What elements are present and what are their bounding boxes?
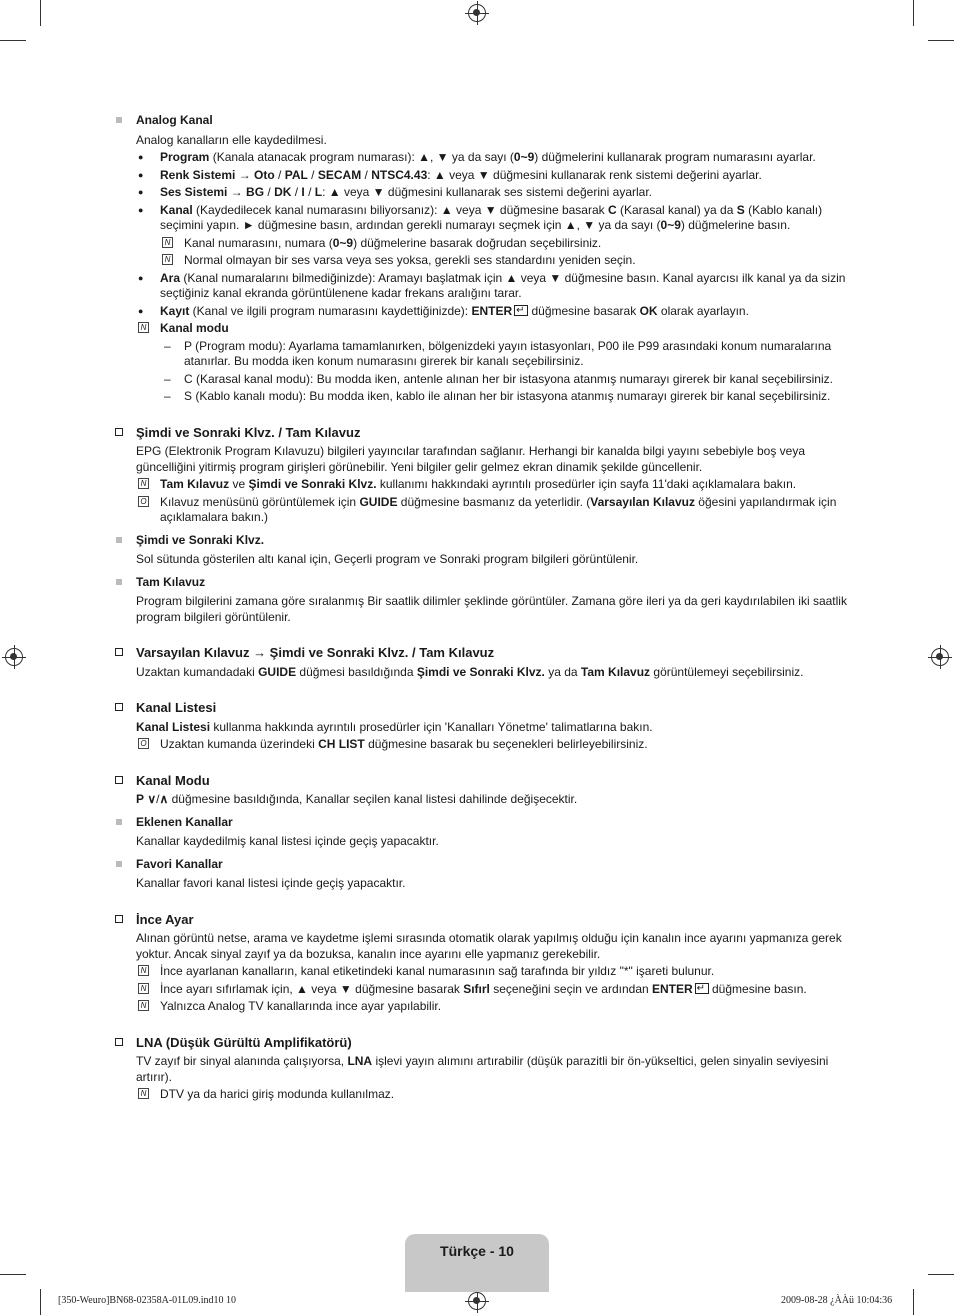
- note-icon: N: [162, 237, 173, 248]
- remote-note-icon: O: [138, 738, 149, 749]
- note-icon: N: [162, 254, 173, 265]
- note-icon: N: [138, 983, 149, 994]
- page-number-tab: [405, 1234, 549, 1292]
- bullet-item: ● Program (Kanala atanacak program numarası): ▲, ▼ ya da sayı (0~9) düğmelerini kullanarak program numarasını ayarlar.: [112, 150, 847, 166]
- crop-mark: [928, 1274, 954, 1275]
- enter-icon: [514, 305, 528, 316]
- dash-item: – S (Kablo kanalı modu): Bu modda iken, kablo ile alınan her bir istasyona atanmış numarayı girerek bir kanal seçebilirsiniz.: [112, 389, 847, 405]
- subsection-title: Favori Kanallar: [112, 857, 847, 873]
- note-item: O Kılavuz menüsünü görüntülemek için GUIDE düğmesine basmanız da yeterlidir. (Varsayılan Kılavuz öğesini yapılandırmak için açıklamalara bakın.): [112, 495, 847, 526]
- paragraph: EPG (Elektronik Program Kılavuzu) bilgileri yayıncılar tarafından sağlanır. Herhangi bir kanalda bilgi yayını sebebiyle boş veya güncelliğini yitirmiş program girişleri görünebilir. Yeni bilgiler gelir gelmez ekran dinamik şekilde güncellenir.: [136, 444, 805, 474]
- note-item: N Normal olmayan bir ses varsa veya ses yoksa, gerekli ses standardını yeniden seçin.: [112, 253, 847, 269]
- page-content: [112, 106, 847, 1103]
- remote-note-icon: O: [138, 496, 149, 507]
- section-title: Şimdi ve Sonraki Klvz. / Tam Kılavuz: [112, 425, 847, 441]
- paragraph: Analog kanalların elle kaydedilmesi.: [136, 132, 327, 147]
- section-title: Kanal Listesi: [112, 700, 847, 716]
- enter-icon: [695, 983, 709, 994]
- paragraph: Kanallar favori kanal listesi içinde geçiş yapacaktır.: [136, 876, 406, 890]
- note-item: O Uzaktan kumanda üzerindeki CH LIST düğmesine basarak bu seçenekleri belirleyebilirsiniz.: [112, 737, 847, 753]
- crop-mark: [913, 0, 914, 26]
- paragraph: Kanallar kaydedilmiş kanal listesi içinde geçiş yapacaktır.: [136, 834, 439, 848]
- crop-mark: [40, 1289, 41, 1315]
- bullet-item: ● Kanal (Kaydedilecek kanal numarasını biliyorsanız): ▲ veya ▼ düğmesine basarak C (Karasal kanal) ya da S (Kablo kanalı) seçimini yapın. ► düğmesine basın, ardından gerekli numarayı seçmek için ▲, ▼ ya da sayı (0~9) düğmelerine basın.: [112, 203, 847, 234]
- subsection-title: Eklenen Kanallar: [112, 815, 847, 831]
- note-icon: N: [138, 322, 149, 333]
- chevron-up-icon: ∧: [159, 792, 169, 806]
- chevron-down-icon: ∨: [147, 792, 157, 806]
- bullet-item: ● Renk Sistemi → Oto / PAL / SECAM / NTSC4.43: ▲ veya ▼ düğmesini kullanarak renk sistemi değerini ayarlar.: [112, 168, 847, 184]
- section-title: LNA (Düşük Gürültü Amplifikatörü): [112, 1035, 847, 1051]
- note-item: N Yalnızca Analog TV kanallarında ince ayar yapılabilir.: [112, 999, 847, 1015]
- bullet-item: ● Ses Sistemi → BG / DK / I / L: ▲ veya ▼ düğmesini kullanarak ses sistemi değerini ayarlar.: [112, 185, 847, 201]
- crop-mark: [913, 1289, 914, 1315]
- registration-mark-icon: [5, 648, 23, 666]
- bullet-item: ● Ara (Kanal numaralarını bilmediğinizde): Aramayı başlatmak için ▲ veya ▼ düğmesine basın. Kanal ayarcısı ilk kanal ya da sizin seçtiğiniz kanal ekranda görüntülenene kadar frekans aralığını tarar.: [112, 271, 847, 302]
- file-slug: [350-Weuro]BN68-02358A-01L09.ind10 10: [58, 1295, 237, 1306]
- section-title: İnce Ayar: [112, 912, 847, 928]
- paragraph: TV zayıf bir sinyal alanında çalışıyorsa, LNA işlevi yayın alımını artırabilir (düşük parazitli bir ön-yükseltici, gelen sinyalin seviyesini artırır).: [136, 1054, 829, 1084]
- date-slug: 2009-08-28 ¿ÀÀü 10:04:36: [781, 1295, 893, 1306]
- paragraph: P ∨/∧ düğmesine basıldığında, Kanallar seçilen kanal listesi dahilinde değişecektir.: [136, 792, 578, 806]
- subsection-title: Analog Kanal: [112, 113, 847, 129]
- subsection-title: Şimdi ve Sonraki Klvz.: [112, 533, 847, 549]
- paragraph: Alınan görüntü netse, arama ve kaydetme işlemi sırasında otomatik olarak yapılmış olduğu için kanalın ince ayarını yapmanıza gerek yoktur. Ancak sinyal zayıf ya da bozuksa, kanalın ince ayarını elle yapmanız gerekebilir.: [136, 931, 842, 961]
- paragraph: Kanal Listesi kullanma hakkında ayrıntılı prosedürler için 'Kanalları Yönetme' talimatlarına bakın.: [136, 719, 653, 734]
- dash-item: – C (Karasal kanal modu): Bu modda iken, antenle alınan her bir istasyona atanmış numarayı girerek bir kanal seçebilirsiniz.: [112, 372, 847, 388]
- note-icon: N: [138, 1000, 149, 1011]
- section-title: Varsayılan Kılavuz → Şimdi ve Sonraki Klvz. / Tam Kılavuz: [112, 645, 847, 661]
- paragraph: Uzaktan kumandadaki GUIDE düğmesi basıldığında Şimdi ve Sonraki Klvz. ya da Tam Kılavuz görüntülemeyi seçebilirsiniz.: [136, 664, 804, 679]
- note-icon: N: [138, 478, 149, 489]
- bullet-item: ● Kayıt (Kanal ve ilgili program numarasını kaydettiğinizde): ENTER↵ düğmesine basarak OK olarak ayarlayın.: [112, 304, 847, 320]
- dash-item: – P (Program modu): Ayarlama tamamlanırken, bölgenizdeki yayın istasyonları, P00 ile P99 arasındaki konum numaralarına atanırlar. Bu modda iken konum numarasını girerek bir kanalı seçebilirsiniz.: [112, 339, 847, 370]
- note-icon: N: [138, 1088, 149, 1099]
- note-item: N Tam Kılavuz ve Şimdi ve Sonraki Klvz. kullanımı hakkındaki ayrıntılı prosedürler için sayfa 11'daki açıklamalara bakın.: [112, 477, 847, 493]
- crop-mark: [40, 0, 41, 26]
- crop-mark: [928, 40, 954, 41]
- note-item: N Kanal modu: [112, 321, 847, 337]
- note-item: N Kanal numarasını, numara (0~9) düğmelerine basarak doğrudan seçebilirsiniz.: [112, 236, 847, 252]
- registration-mark-icon: [468, 4, 486, 22]
- section-title: Kanal Modu: [112, 773, 847, 789]
- paragraph: Sol sütunda gösterilen altı kanal için, Geçerli program ve Sonraki program bilgileri görüntülenir.: [136, 552, 639, 566]
- registration-mark-icon: [931, 648, 949, 666]
- note-item: N DTV ya da harici giriş modunda kullanılmaz.: [112, 1087, 847, 1103]
- paragraph: Program bilgilerini zamana göre sıralanmış Bir saatlik dilimler şeklinde görüntüler. Zamana göre ileri ya da geri kaydırılabilen iki saatlik program bilgileri görüntülenir.: [136, 594, 847, 624]
- crop-mark: [0, 1274, 26, 1275]
- crop-mark: [0, 40, 26, 41]
- note-icon: N: [138, 965, 149, 976]
- note-item: N İnce ayarı sıfırlamak için, ▲ veya ▼ düğmesine basarak Sıfırl seçeneğini seçin ve ardından ENTER↵ düğmesine basın.: [112, 982, 847, 998]
- registration-mark-icon: [468, 1292, 486, 1310]
- note-item: N İnce ayarlanan kanalların, kanal etiketindeki kanal numarasının sağ tarafında bir yıldız "*" işareti bulunur.: [112, 964, 847, 980]
- page-number: Türkçe - 10: [440, 1243, 514, 1259]
- subsection-title: Tam Kılavuz: [112, 575, 847, 591]
